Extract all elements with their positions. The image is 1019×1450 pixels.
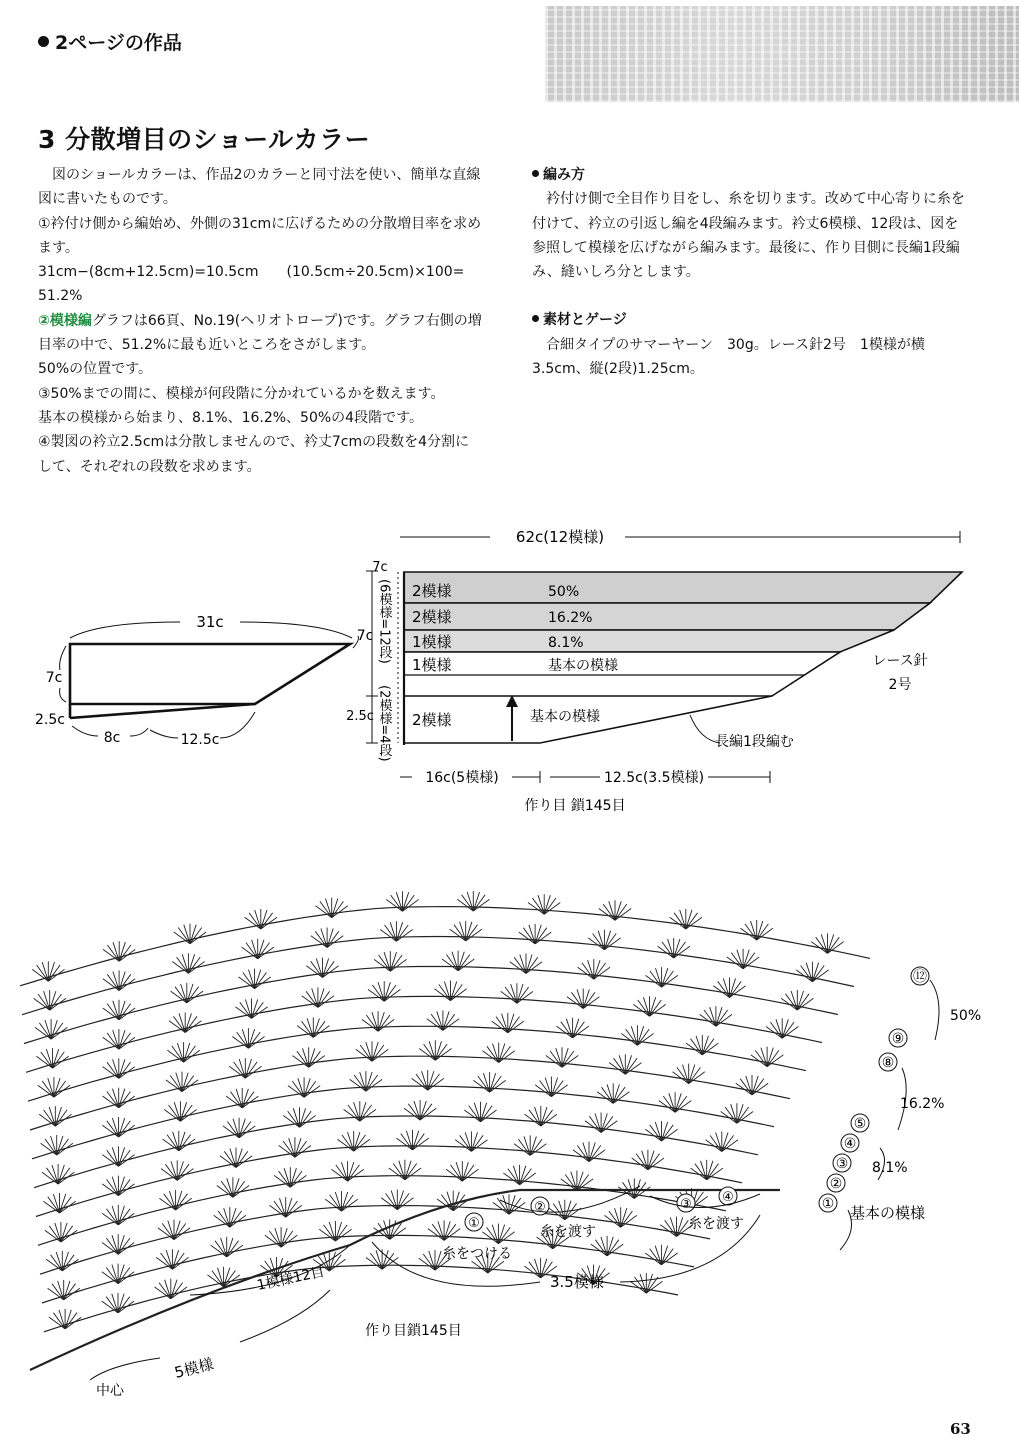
pct-8-label: 8.1% [872,1160,908,1176]
band-1-repeat: 2模様 [412,582,452,600]
inner-row-1: ① [468,1216,480,1231]
section-title: 3 分散増目のショールカラー [38,125,371,154]
shell-stitch [41,1135,73,1155]
shell-stitch [102,1176,134,1196]
shell-stitch [226,1088,258,1108]
paragraph-step-4: ④製図の衿立2.5cmは分散しませんので、衿丈7cmの段数を4分割にして、それぞれの段数を求めます。 [38,434,470,475]
shell-stitch [45,1222,77,1242]
paragraph-step-2-text: グラフは66頁、No.19(ヘリオトロープ)です。グラフ右側の増目率の中で、51.2%に最も近いところをさがします。 [38,312,482,354]
shell-stitch [618,1179,650,1199]
shell-stitch [167,1042,199,1062]
shell-stitch [166,1072,198,1092]
shell-stitch [171,983,203,1003]
method-text: 衿付け側で全目作り目をし、糸を切ります。改めて中心寄りに糸を付けて、衿立の引返し編を4段編みます。衿丈6模様、12段は、図を参照して模様を広げながら編みます。最後に、作り目側に長編1段編み、縫いしろ分とします。 [532,191,965,281]
schematic-right-height: 7c [356,628,374,644]
band-left-lower: 2.5c [346,709,374,724]
shell-stitch [169,1013,201,1033]
attach-yarn-label: 糸をつける [442,1246,512,1262]
band-5-label: 基本の模様 [530,709,600,725]
shell-stitch [49,1309,81,1329]
pct-50-label: 50% [950,1008,982,1024]
shell-stitch [223,1118,255,1138]
shell-stitch [691,1160,723,1180]
instructions-column [38,163,483,479]
shell-stitch [283,1107,315,1127]
shell-stitch [766,1018,798,1038]
materials-text: 合細タイプのサマーヤーン 30g。レース針2号 1模様が横3.5cm、縦(2段)1.25cm。 [532,336,925,378]
shell-stitch [32,961,64,981]
span-5-label: 5模様 [172,1354,216,1382]
chain-row [38,1176,726,1246]
shell-stitch [645,1245,677,1265]
stitch-pattern [20,891,870,1370]
materials-column [532,163,972,381]
shell-stitch [270,1197,302,1217]
shell-stitch [239,969,271,989]
inner-row-2: ② [534,1200,546,1215]
chain-row [22,937,854,1015]
shell-stitch [297,1017,329,1037]
edge-note: 長編1段編む [715,734,794,750]
schematic-outline [70,644,350,704]
shell-stitch [751,1047,783,1067]
row-label-8: ⑧ [881,1055,895,1071]
inner-row-3: ③ [680,1197,692,1212]
band-1-label: 50% [548,584,580,600]
row-label-3: ③ [835,1156,849,1172]
shell-stitch [102,1205,134,1225]
foundation-chain-label: 作り目 鎖145目 [524,798,626,814]
shell-stitch [686,1035,718,1055]
shell-stitch [457,891,489,911]
shell-stitch [796,962,828,982]
shell-stitch [736,1075,768,1095]
band-chart-top-label: 62c(12模様) [515,528,605,546]
shell-stitch [389,1160,421,1180]
foundation-chain [30,1190,780,1370]
band-basic [404,652,840,696]
shell-stitch [412,1070,444,1090]
chain-row [20,907,870,986]
bullet-icon [38,36,49,47]
shell-stitch [103,1029,135,1049]
shell-stitch [38,1077,70,1097]
row-label-12: ⑫ [913,969,927,985]
shell-stitch [48,1280,80,1300]
band-5-repeat: 2模様 [412,711,452,729]
shell-stitch [673,1064,705,1084]
shell-stitch [721,1103,753,1123]
collar-schematic [30,600,380,760]
highlight-pattern-stitch: ②模様編 [38,312,92,329]
shell-stitch [274,1167,306,1187]
row-label-5: ⑤ [853,1116,867,1132]
shell-stitch [235,998,267,1018]
needle-label: レース針 [872,653,928,669]
needle-size-label: 2号 [888,677,912,693]
shell-stitch [293,1047,325,1067]
band-2-label: 16.2% [548,610,593,626]
bottom-right-dim: 12.5c(3.5模様) [603,770,705,786]
shell-stitch [156,1249,188,1269]
paragraph-step-3: ③50%までの間に、模様が何段階に分かれているかを数えます。 [38,385,445,402]
shell-stitch [450,921,482,941]
row-label-1: ① [821,1196,835,1212]
pct-16-label: 16.2% [900,1096,945,1112]
materials-heading-text: 素材とゲージ [543,312,627,329]
shell-stitch [34,990,66,1010]
shell-stitch [658,938,690,958]
paragraph-formula-result: 51.2% [38,288,83,305]
band-16pct [404,603,930,630]
band-4-repeat: 1模様 [412,656,452,674]
span-1-repeat-label: 1模様12目 [255,1263,327,1294]
pass-yarn-label-2: 糸を渡す [688,1216,744,1232]
paragraph-step-3-detail: 基本の模様から始まり、8.1%、16.2%、50%の4段階です。 [38,409,423,426]
header-label-text: 2ページの作品 [55,32,182,54]
shell-stitch [645,1121,677,1141]
shell-stitch [700,1006,732,1026]
page-number: 63 [950,1420,971,1438]
shell-stitch [630,1273,662,1293]
vertical-label-upper: (6模様=12段) [376,579,392,664]
shell-stitch [103,1058,135,1078]
shell-stitch [158,1220,190,1240]
shell-stitch [713,978,745,998]
shell-stitch [605,1207,637,1227]
shell-stitch [43,1193,75,1213]
paragraph-step-1: ①衿付け側から編始め、外側の31cmに広げるための分散増目率を求めます。 [38,215,482,256]
shell-stitch [245,909,277,929]
paragraph-step-2 [38,309,483,358]
shell-stitch [381,1190,413,1210]
schematic-top-width: 31c [196,613,224,631]
vertical-label-lower: (2模様=4段) [376,685,392,762]
foundation-label: 作り目鎖145目 [365,1323,462,1339]
shell-stitch [427,1010,459,1030]
pass-yarn-label-1: 糸を渡す [540,1224,596,1240]
shell-stitch [46,1251,78,1271]
shell-stitch [396,1130,428,1150]
materials-heading [532,308,972,332]
crochet-symbol-chart [0,850,1019,1410]
shell-stitch [727,949,759,969]
shell-stitch [102,1234,134,1254]
shell-stitch [265,1227,297,1247]
shell-stitch [279,1137,311,1157]
shell-stitch [102,1293,134,1313]
shell-stitch [159,1190,191,1210]
shell-stitch [172,953,204,973]
inner-row-4: ④ [722,1190,734,1205]
shell-stitch [706,1132,738,1152]
shell-stitch [161,1160,193,1180]
shell-stitch [35,1019,67,1039]
shell-stitch [217,1177,249,1197]
shell-stitch [103,941,135,961]
bottom-left-dim: 16c(5模様) [425,770,499,786]
chain-row [24,967,838,1044]
band-8pct [404,630,894,652]
shell-stitch [155,1279,187,1299]
paragraph-intro: 図のショールカラーは、作品2のカラーと同寸法を使い、簡単な直線図に書いたものです。 [38,167,481,208]
shell-stitch [163,1131,195,1151]
shell-stitch [174,924,206,944]
chain-row [26,996,822,1072]
shell-stitch [164,1101,196,1121]
row-label-9: ⑨ [891,1031,905,1047]
shell-stitch [229,1058,261,1078]
band-50pct [404,572,962,603]
shell-stitch [103,971,135,991]
band-3-repeat: 1模様 [412,633,452,651]
center-label: 中心 [96,1383,124,1399]
schematic-bottom-left: 8c [103,730,121,746]
shell-stitch [211,1237,243,1257]
row-label-2: ② [829,1176,843,1192]
shell-stitch [659,1092,691,1112]
shell-stitch [781,990,813,1010]
shell-stitch [39,1106,71,1126]
shell-stitch [102,1146,134,1166]
method-heading-text: 編み方 [543,167,585,183]
bullet-icon [532,315,539,322]
basic-pattern-label: 基本の模様 [850,1204,926,1222]
shell-stitch [288,1077,320,1097]
shell-stitch [442,951,474,971]
shell-stitch [302,987,334,1007]
header-label [38,28,182,55]
shell-stitch [741,920,773,940]
schematic-bottom-right: 12.5c [180,732,220,748]
shell-stitch [220,1148,252,1168]
header-texture-image [545,6,1019,102]
shell-stitch [103,1000,135,1020]
schematic-left-height-lower: 2.5c [35,712,65,728]
shell-stitch [242,939,274,959]
shell-stitch [102,1117,134,1137]
method-heading [532,163,972,187]
shell-stitch [214,1207,246,1227]
schematic-left-height-upper: 7c [45,670,63,686]
span-3-5-label: 3.5模様 [550,1273,604,1291]
band-3-label: 8.1% [548,635,584,651]
shell-stitch [103,1088,135,1108]
band-2-repeat: 2模様 [412,608,452,626]
chain-row [28,1026,806,1101]
shell-stitch [42,1164,74,1184]
chain-row [42,1235,694,1303]
shell-stitch [811,933,843,953]
band-4-label: 基本の模様 [548,658,618,674]
increase-band-chart [340,515,1000,825]
shell-stitch [404,1100,436,1120]
shell-stitch [434,981,466,1001]
paragraph-step-2-result: 50%の位置です。 [38,361,152,378]
shell-stitch [36,1048,68,1068]
bullet-icon [532,170,539,177]
shell-stitch [102,1264,134,1284]
shell-stitch [311,928,343,948]
shell-stitch [232,1028,264,1048]
band-left-upper: 7c [372,560,388,575]
shell-stitch [419,1040,451,1060]
paragraph-formula: 31cm−(8cm+12.5cm)=10.5cm (10.5cm÷20.5cm)×100= [38,264,465,281]
shell-stitch [632,1150,664,1170]
row-label-4: ④ [843,1136,857,1152]
